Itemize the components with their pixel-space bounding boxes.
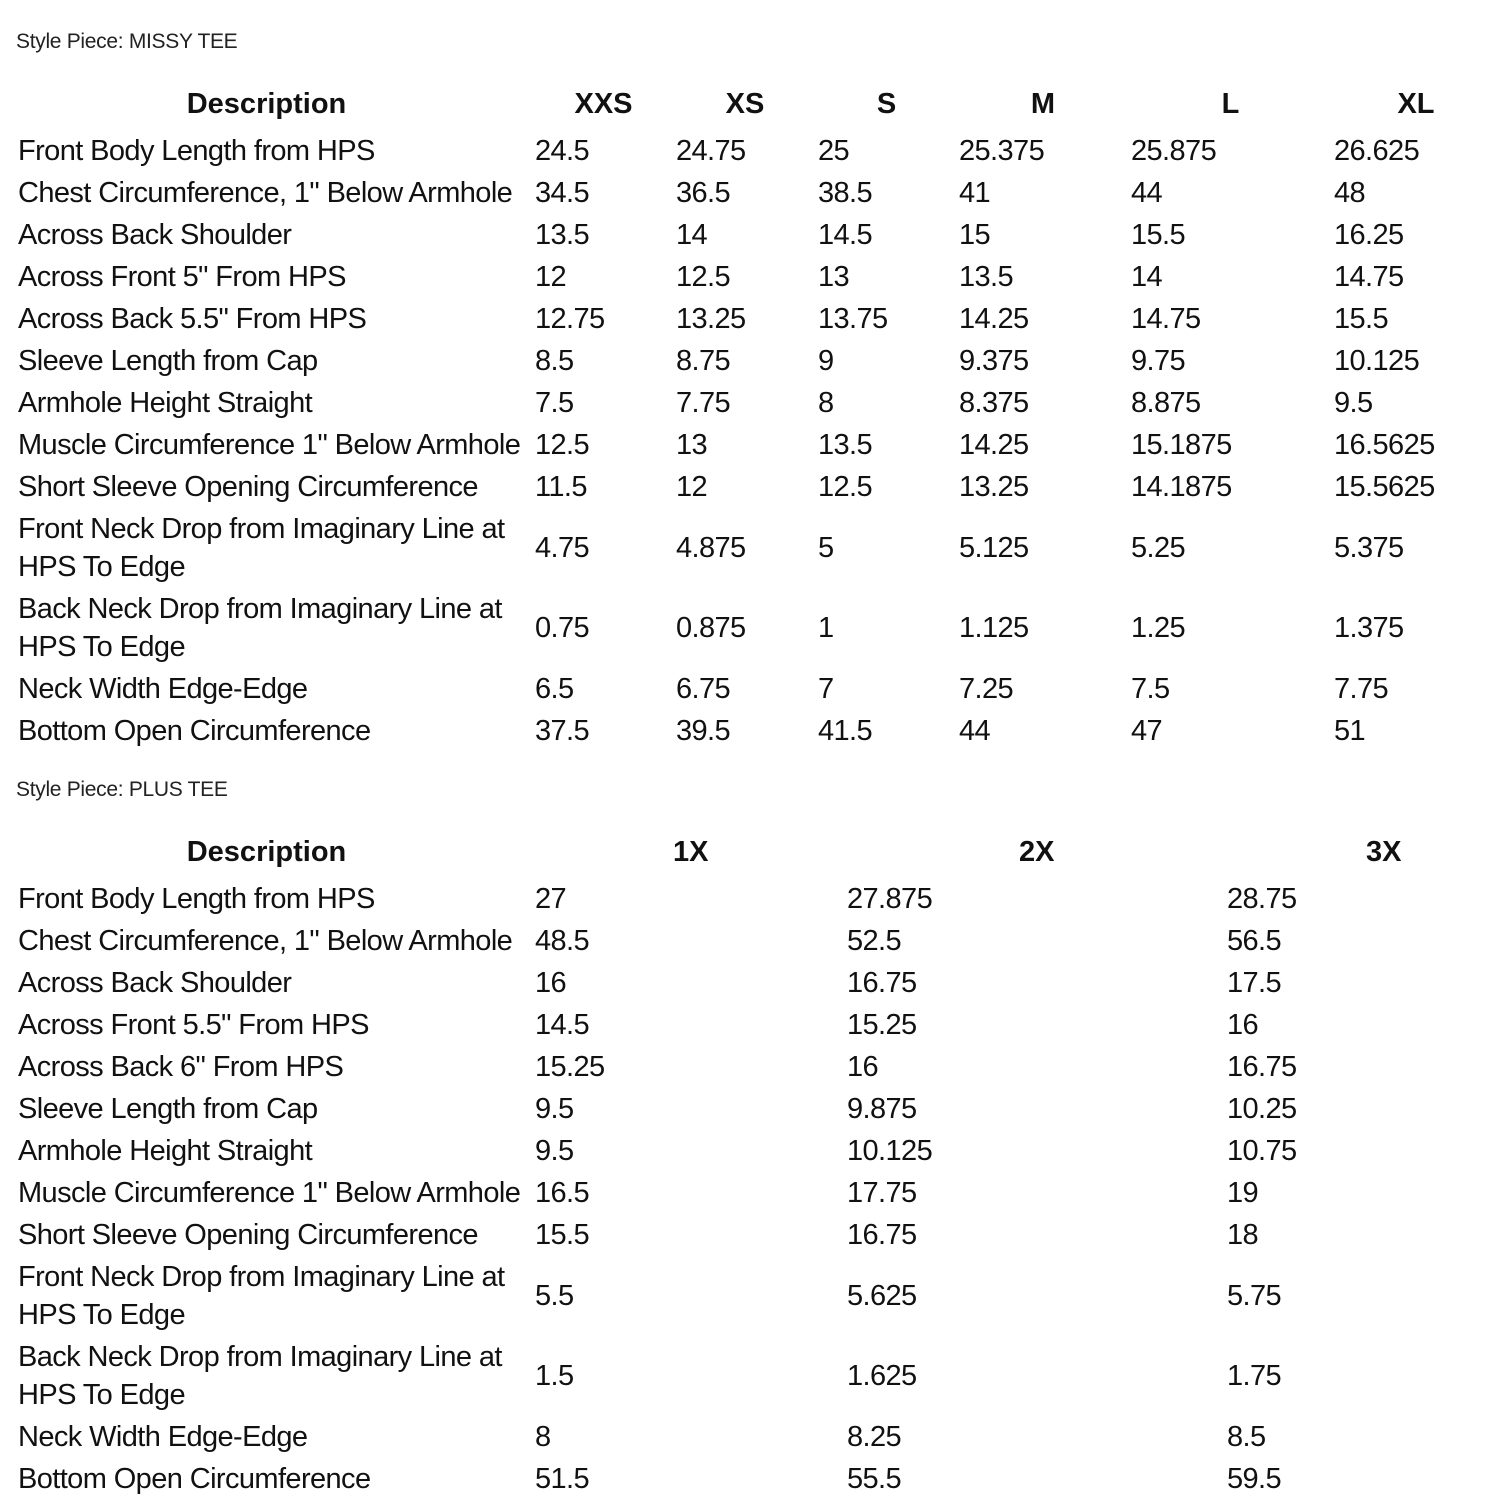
missy-row-value: 25.875 xyxy=(1131,135,1217,167)
missy-row-value: 8.375 xyxy=(959,387,1029,419)
missy-row-value: 12.75 xyxy=(535,303,605,335)
plus-row-description: Across Front 5.5" From HPS xyxy=(18,1009,369,1041)
missy-row-value: 14 xyxy=(1131,261,1163,293)
plus-row-description: Across Back 6" From HPS xyxy=(18,1051,344,1083)
missy-row-value: 0.875 xyxy=(676,612,746,644)
plus-row-value: 16 xyxy=(1227,1009,1259,1041)
plus-header-row xyxy=(0,826,1500,878)
missy-header-xxs: XXS xyxy=(574,88,633,120)
missy-row-value: 44 xyxy=(959,715,991,747)
missy-row-value: 12 xyxy=(676,471,708,503)
missy-table-row xyxy=(0,424,1500,466)
missy-row-value: 44 xyxy=(1131,177,1163,209)
missy-row-value: 10.125 xyxy=(1334,345,1420,377)
missy-row-description: Front Neck Drop from Imaginary Line at HPS To Edge xyxy=(18,513,505,583)
missy-row-value: 13.25 xyxy=(676,303,746,335)
missy-table-row xyxy=(0,508,1500,588)
plus-row-value: 16.75 xyxy=(847,1219,917,1251)
missy-row-description: Armhole Height Straight xyxy=(18,387,313,419)
missy-row-description: Short Sleeve Opening Circumference xyxy=(18,471,478,503)
missy-row-value: 41 xyxy=(959,177,991,209)
missy-table-body xyxy=(0,130,1500,752)
missy-table-row xyxy=(0,340,1500,382)
missy-row-value: 47 xyxy=(1131,715,1163,747)
missy-row-value: 24.75 xyxy=(676,135,746,167)
plus-row-value: 5.5 xyxy=(535,1280,574,1312)
missy-row-value: 39.5 xyxy=(676,715,731,747)
missy-row-description: Across Front 5" From HPS xyxy=(18,261,346,293)
plus-row-description: Short Sleeve Opening Circumference xyxy=(18,1219,478,1251)
plus-row-value: 28.75 xyxy=(1227,883,1297,915)
missy-row-value: 4.75 xyxy=(535,532,590,564)
missy-row-value: 12.5 xyxy=(818,471,873,503)
missy-row-value: 51 xyxy=(1334,715,1366,747)
missy-row-value: 7.75 xyxy=(1334,673,1389,705)
plus-row-description: Armhole Height Straight xyxy=(18,1135,313,1167)
plus-header-3x: 3X xyxy=(1366,836,1402,868)
missy-row-value: 7.5 xyxy=(535,387,574,419)
missy-row-description: Across Back Shoulder xyxy=(18,219,292,251)
missy-row-value: 25 xyxy=(818,135,850,167)
missy-table-row xyxy=(0,588,1500,668)
missy-table-row xyxy=(0,130,1500,172)
missy-row-description: Across Back 5.5" From HPS xyxy=(18,303,367,335)
missy-header-xs: XS xyxy=(725,88,765,120)
plus-row-description: Front Body Length from HPS xyxy=(18,883,375,915)
missy-row-value: 34.5 xyxy=(535,177,590,209)
missy-row-value: 15.5 xyxy=(1131,219,1186,251)
plus-row-value: 16 xyxy=(847,1051,879,1083)
plus-row-value: 15.25 xyxy=(535,1051,605,1083)
missy-row-description: Back Neck Drop from Imaginary Line at HPS To Edge xyxy=(18,593,502,663)
plus-row-value: 16.75 xyxy=(1227,1051,1297,1083)
plus-row-description: Across Back Shoulder xyxy=(18,967,292,999)
missy-row-value: 14.75 xyxy=(1334,261,1404,293)
missy-row-value: 0.75 xyxy=(535,612,590,644)
plus-row-value: 8.5 xyxy=(1227,1421,1266,1453)
missy-row-value: 13 xyxy=(818,261,850,293)
missy-header-row xyxy=(0,78,1500,130)
missy-table-row xyxy=(0,382,1500,424)
missy-row-value: 8 xyxy=(818,387,834,419)
plus-table-row xyxy=(0,1214,1500,1256)
missy-row-value: 12.5 xyxy=(676,261,731,293)
plus-row-value: 17.5 xyxy=(1227,967,1282,999)
missy-row-value: 48 xyxy=(1334,177,1366,209)
missy-table-row xyxy=(0,710,1500,752)
missy-row-value: 14.1875 xyxy=(1131,471,1232,503)
missy-row-value: 6.75 xyxy=(676,673,731,705)
plus-row-value: 27 xyxy=(535,883,567,915)
plus-row-description: Bottom Open Circumference xyxy=(18,1463,371,1495)
missy-style-label: Style Piece: MISSY TEE xyxy=(16,30,238,53)
plus-row-value: 52.5 xyxy=(847,925,902,957)
missy-row-value: 5.375 xyxy=(1334,532,1404,564)
plus-row-value: 17.75 xyxy=(847,1177,917,1209)
plus-row-value: 59.5 xyxy=(1227,1463,1282,1495)
missy-row-value: 5.25 xyxy=(1131,532,1186,564)
missy-header-m: M xyxy=(1030,88,1056,120)
missy-row-value: 16.5625 xyxy=(1334,429,1435,461)
plus-row-value: 55.5 xyxy=(847,1463,902,1495)
missy-header-description: Description xyxy=(186,88,347,120)
plus-row-description: Front Neck Drop from Imaginary Line at HPS To Edge xyxy=(18,1261,505,1331)
plus-table-row xyxy=(0,962,1500,1004)
missy-row-value: 15.5625 xyxy=(1334,471,1435,503)
missy-spec-table xyxy=(0,78,1500,752)
missy-row-description: Neck Width Edge-Edge xyxy=(18,673,308,705)
missy-row-value: 15.1875 xyxy=(1131,429,1232,461)
plus-row-value: 10.75 xyxy=(1227,1135,1297,1167)
missy-row-value: 13.5 xyxy=(959,261,1014,293)
missy-row-value: 1.125 xyxy=(959,612,1029,644)
missy-row-value: 4.875 xyxy=(676,532,746,564)
plus-row-value: 27.875 xyxy=(847,883,933,915)
missy-header-l: L xyxy=(1221,88,1240,120)
plus-row-value: 1.5 xyxy=(535,1360,574,1392)
missy-row-value: 13.25 xyxy=(959,471,1029,503)
missy-row-value: 13.5 xyxy=(535,219,590,251)
plus-row-description: Chest Circumference, 1" Below Armhole xyxy=(18,925,513,957)
missy-row-value: 5 xyxy=(818,532,834,564)
plus-row-value: 16.5 xyxy=(535,1177,590,1209)
missy-row-value: 7.5 xyxy=(1131,673,1170,705)
missy-table-row xyxy=(0,214,1500,256)
missy-table-row xyxy=(0,668,1500,710)
plus-row-value: 16 xyxy=(535,967,567,999)
plus-row-value: 5.625 xyxy=(847,1280,917,1312)
plus-table-row xyxy=(0,1046,1500,1088)
missy-row-value: 11.5 xyxy=(535,471,587,503)
plus-row-value: 18 xyxy=(1227,1219,1259,1251)
missy-table-row xyxy=(0,298,1500,340)
missy-table-row xyxy=(0,256,1500,298)
missy-row-value: 38.5 xyxy=(818,177,873,209)
missy-row-value: 5.125 xyxy=(959,532,1029,564)
missy-row-value: 6.5 xyxy=(535,673,574,705)
plus-table-row xyxy=(0,1088,1500,1130)
missy-row-description: Front Body Length from HPS xyxy=(18,135,375,167)
missy-table-row xyxy=(0,172,1500,214)
missy-row-value: 9 xyxy=(818,345,834,377)
plus-row-description: Neck Width Edge-Edge xyxy=(18,1421,308,1453)
missy-row-value: 7.75 xyxy=(676,387,731,419)
plus-row-value: 14.5 xyxy=(535,1009,590,1041)
missy-row-value: 7 xyxy=(818,673,834,705)
missy-row-value: 12 xyxy=(535,261,567,293)
plus-table-row xyxy=(0,1172,1500,1214)
plus-table-row xyxy=(0,878,1500,920)
missy-row-value: 9.375 xyxy=(959,345,1029,377)
missy-row-value: 16.25 xyxy=(1334,219,1404,251)
plus-row-value: 9.5 xyxy=(535,1093,574,1125)
missy-row-value: 1.25 xyxy=(1131,612,1186,644)
missy-row-value: 8.875 xyxy=(1131,387,1201,419)
plus-table-row xyxy=(0,1416,1500,1458)
plus-table-row xyxy=(0,1004,1500,1046)
missy-header-s: S xyxy=(876,88,897,120)
missy-row-value: 41.5 xyxy=(818,715,873,747)
plus-row-value: 15.5 xyxy=(535,1219,590,1251)
missy-row-value: 1 xyxy=(818,612,834,644)
plus-header-2x: 2X xyxy=(1019,836,1055,868)
plus-row-value: 51.5 xyxy=(535,1463,590,1495)
missy-row-value: 9.75 xyxy=(1131,345,1186,377)
missy-row-value: 36.5 xyxy=(676,177,731,209)
plus-row-value: 5.75 xyxy=(1227,1280,1282,1312)
plus-row-value: 10.125 xyxy=(847,1135,933,1167)
missy-header-xl: XL xyxy=(1397,88,1435,120)
plus-row-value: 8 xyxy=(535,1421,551,1453)
plus-row-value: 16.75 xyxy=(847,967,917,999)
missy-row-value: 13.75 xyxy=(818,303,888,335)
plus-row-value: 1.75 xyxy=(1227,1360,1282,1392)
missy-row-value: 14.5 xyxy=(818,219,873,251)
missy-row-value: 8.75 xyxy=(676,345,731,377)
missy-row-description: Bottom Open Circumference xyxy=(18,715,371,747)
missy-row-value: 14 xyxy=(676,219,708,251)
missy-row-description: Sleeve Length from Cap xyxy=(18,345,318,377)
missy-row-value: 1.375 xyxy=(1334,612,1404,644)
plus-row-value: 15.25 xyxy=(847,1009,917,1041)
missy-row-value: 15.5 xyxy=(1334,303,1389,335)
missy-table-row xyxy=(0,466,1500,508)
plus-row-value: 8.25 xyxy=(847,1421,902,1453)
plus-row-value: 9.875 xyxy=(847,1093,917,1125)
missy-row-value: 26.625 xyxy=(1334,135,1420,167)
missy-row-value: 25.375 xyxy=(959,135,1045,167)
missy-row-description: Chest Circumference, 1" Below Armhole xyxy=(18,177,513,209)
missy-row-value: 8.5 xyxy=(535,345,574,377)
plus-row-value: 56.5 xyxy=(1227,925,1282,957)
plus-row-value: 48.5 xyxy=(535,925,590,957)
plus-table-body xyxy=(0,878,1500,1500)
plus-row-description: Sleeve Length from Cap xyxy=(18,1093,318,1125)
missy-row-value: 7.25 xyxy=(959,673,1014,705)
plus-table-row xyxy=(0,920,1500,962)
plus-style-label: Style Piece: PLUS TEE xyxy=(16,778,228,801)
plus-spec-table xyxy=(0,826,1500,1500)
plus-row-value: 10.25 xyxy=(1227,1093,1297,1125)
missy-row-value: 13.5 xyxy=(818,429,873,461)
plus-table-row xyxy=(0,1458,1500,1500)
plus-table-row xyxy=(0,1336,1500,1416)
missy-row-description: Muscle Circumference 1" Below Armhole xyxy=(18,429,521,461)
plus-row-value: 9.5 xyxy=(535,1135,574,1167)
plus-row-value: 19 xyxy=(1227,1177,1259,1209)
plus-row-description: Back Neck Drop from Imaginary Line at HPS To Edge xyxy=(18,1341,502,1411)
missy-row-value: 9.5 xyxy=(1334,387,1373,419)
missy-row-value: 14.75 xyxy=(1131,303,1201,335)
missy-row-value: 13 xyxy=(676,429,708,461)
plus-row-description: Muscle Circumference 1" Below Armhole xyxy=(18,1177,521,1209)
missy-row-value: 14.25 xyxy=(959,303,1029,335)
missy-row-value: 15 xyxy=(959,219,991,251)
missy-row-value: 24.5 xyxy=(535,135,590,167)
missy-row-value: 37.5 xyxy=(535,715,590,747)
plus-header-1x: 1X xyxy=(673,836,709,868)
plus-table-row xyxy=(0,1256,1500,1336)
missy-row-value: 14.25 xyxy=(959,429,1029,461)
missy-row-value: 12.5 xyxy=(535,429,590,461)
plus-row-value: 1.625 xyxy=(847,1360,917,1392)
plus-table-row xyxy=(0,1130,1500,1172)
plus-header-description: Description xyxy=(186,836,347,868)
